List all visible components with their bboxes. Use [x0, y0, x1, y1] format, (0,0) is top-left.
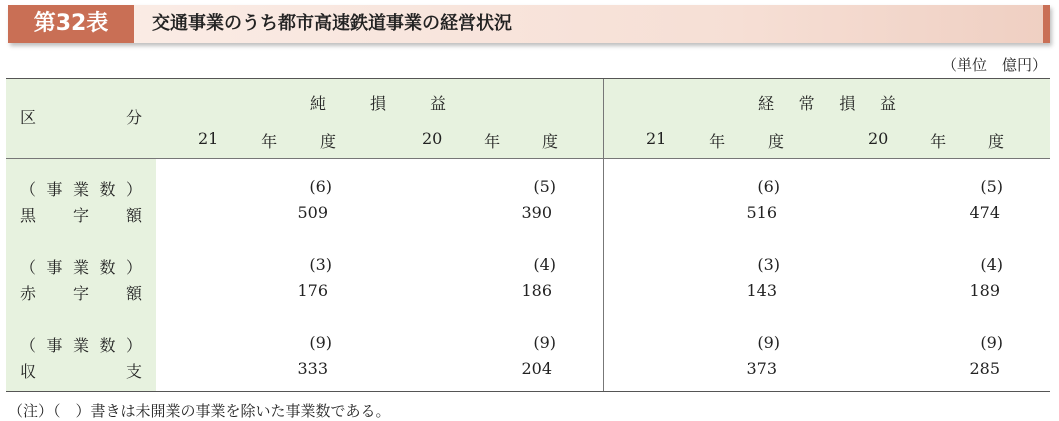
cell-net-20: (5) [533, 177, 556, 196]
header-ordinary-21 [646, 129, 784, 152]
cell-ord-20: 285 [969, 359, 1000, 378]
cell-ord-21: 373 [746, 359, 777, 378]
header-category-char: 区 [20, 108, 37, 127]
row-label: （ 事 業 数 ） [20, 180, 142, 199]
cell-net-21: 176 [297, 281, 328, 300]
cell-ord-20: 189 [969, 281, 1000, 300]
header-char: 年 [930, 132, 947, 151]
cell-net-21: (9) [309, 333, 332, 352]
row-label: （ 事 業 数 ） [20, 336, 142, 355]
header-char: 常 [798, 94, 815, 113]
cell-ord-21: 143 [746, 281, 777, 300]
header-net-profit [310, 91, 446, 114]
cell-net-21: 333 [297, 359, 328, 378]
cell-ord-20: (9) [980, 333, 1003, 352]
title-end-accent [1043, 5, 1050, 43]
header-char: 損 [839, 94, 856, 113]
cell-net-21: 509 [297, 203, 328, 222]
header-char: 年 [484, 132, 501, 151]
row-label: 収 支 [20, 362, 142, 381]
header-char: 年 [709, 132, 726, 151]
table-number: 第32表 [8, 5, 134, 43]
header-char: 21 [198, 129, 219, 148]
header-char: 年 [261, 132, 278, 151]
row-label: 赤 字 額 [20, 284, 142, 303]
cell-net-20: (9) [533, 333, 556, 352]
cell-net-21: (3) [309, 255, 332, 274]
header-char: 21 [646, 129, 667, 148]
header-category-char: 分 [125, 108, 142, 127]
table-title: 交通事業のうち都市高速鉄道事業の経営状況 [152, 13, 512, 34]
header-char: 純 [310, 94, 327, 113]
unit-label: （単位 億円） [941, 56, 1047, 74]
header-char: 経 [758, 94, 775, 113]
header-net-21 [198, 129, 336, 152]
footnote: （注）（ ）書きは未開業の事業を除いた事業数である。 [8, 402, 391, 420]
cell-ord-21: (9) [757, 333, 780, 352]
cell-ord-21: (3) [757, 255, 780, 274]
cell-ord-20: 474 [969, 203, 1000, 222]
cell-net-21: (6) [309, 177, 332, 196]
header-char: 20 [868, 129, 889, 148]
header-char: 益 [879, 94, 896, 113]
header-char: 度 [987, 132, 1004, 151]
header-char: 20 [422, 129, 443, 148]
header-category [20, 105, 142, 128]
header-char: 益 [429, 94, 446, 113]
cell-ord-20: (4) [980, 255, 1003, 274]
data-table [6, 78, 1050, 392]
cell-ord-21: 516 [746, 203, 777, 222]
row-label: 黒 字 額 [20, 206, 142, 225]
header-char: 度 [767, 132, 784, 151]
header-char: 損 [369, 94, 386, 113]
header-char: 度 [319, 132, 336, 151]
cell-net-20: 390 [521, 203, 552, 222]
header-net-20 [422, 129, 558, 152]
cell-ord-21: (6) [757, 177, 780, 196]
cell-net-20: 186 [521, 281, 552, 300]
cell-net-20: 204 [521, 359, 552, 378]
group-divider [603, 79, 604, 391]
header-ordinary-20 [868, 129, 1004, 152]
header-ordinary-profit [758, 91, 896, 114]
header-char: 度 [541, 132, 558, 151]
row-label: （ 事 業 数 ） [20, 258, 142, 277]
cell-net-20: (4) [533, 255, 556, 274]
cell-ord-20: (5) [980, 177, 1003, 196]
